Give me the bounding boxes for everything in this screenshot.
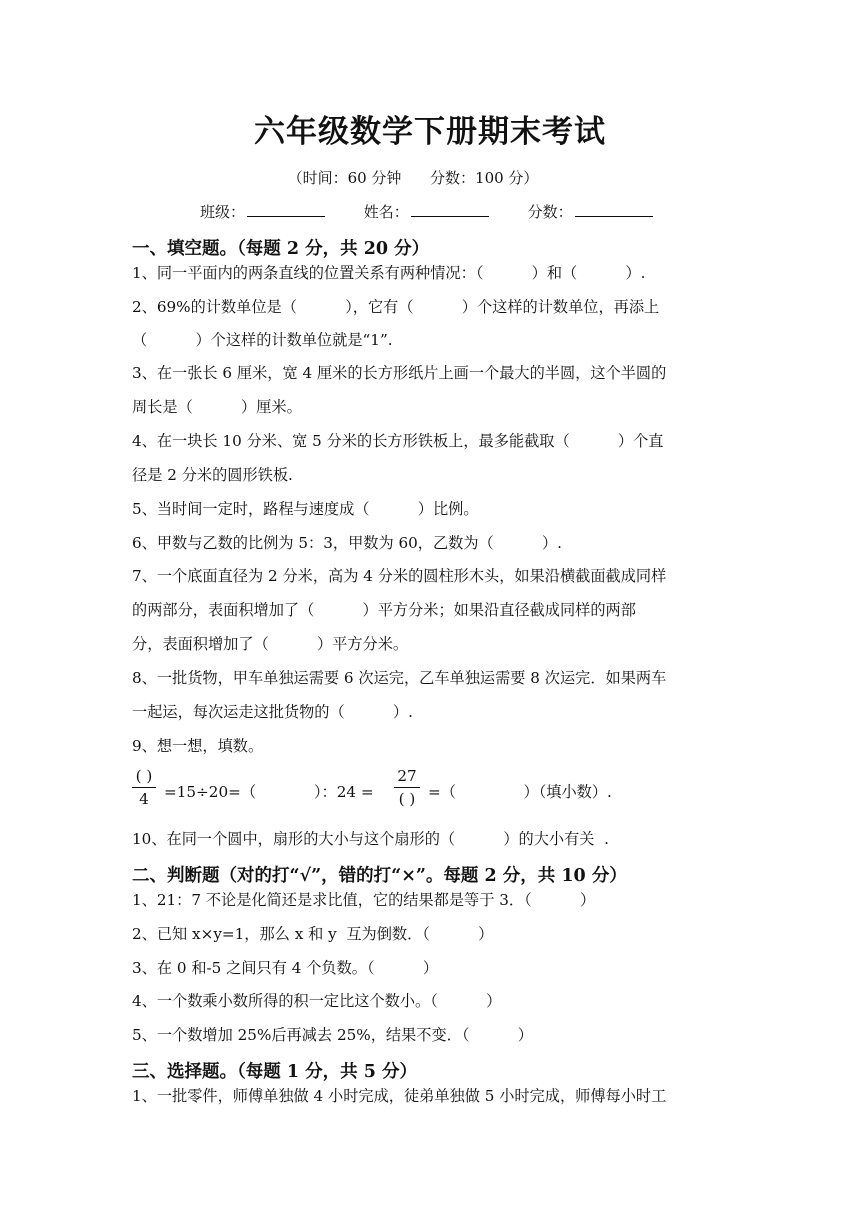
question-line: 3、在 0 和-5 之间只有 4 个负数。（ ） (132, 959, 439, 977)
question-line: 1、同一平面内的两条直线的位置关系有两种情况：（ ）和（ ）. (132, 264, 646, 282)
exam-time-score: （时间：60 分钟 分数：100 分） (287, 169, 539, 187)
question-line: 2、69%的计数单位是（ ），它有（ ）个这样的计数单位，再添上 (132, 298, 660, 316)
fraction-blank-over-4 (132, 766, 156, 809)
question-line: （ ）个这样的计数单位就是“1”. (132, 331, 393, 349)
fraction-denominator: ( ) (398, 790, 416, 808)
question-line: 3、在一张长 6 厘米，宽 4 厘米的长方形纸片上画一个最大的半圆，这个半圆的 (132, 364, 667, 382)
name-field (364, 201, 489, 222)
question-line: 5、当时间一定时，路程与速度成（ ）比例。 (132, 500, 479, 518)
fraction-numerator: 27 (397, 767, 417, 785)
student-info-row (200, 201, 687, 222)
question-line: =15÷20=（ ）：24 = (164, 783, 374, 801)
question-line: 7、一个底面直径为 2 分米，高为 4 分米的圆柱形木头，如果沿横截面截成同样 (132, 567, 667, 585)
fraction-bar (394, 787, 420, 788)
question-line: 1、一批零件，师傅单独做 4 小时完成，徒弟单独做 5 小时完成，师傅每小时工 (132, 1087, 667, 1105)
class-blank[interactable] (247, 202, 325, 217)
question-line: 6、甲数与乙数的比例为 5：3，甲数为 60，乙数为（ ）. (132, 534, 563, 552)
question-line: 9、想一想，填数。 (132, 737, 264, 755)
fraction-numerator: ( ) (135, 767, 153, 785)
score-label: 分数： (527, 203, 573, 221)
name-blank[interactable] (411, 202, 489, 217)
exam-title: 六年级数学下册期末考试 (254, 114, 606, 150)
question-line: 一起运，每次运走这批货物的（ ）. (132, 703, 413, 721)
section-multiple-choice: 三、选择题。（每题 1 分，共 5 分） (132, 1062, 417, 1082)
question-line: 4、一个数乘小数所得的积一定比这个数小。（ ） (132, 992, 502, 1010)
section-fill-in: 一、填空题。（每题 2 分，共 20 分） (132, 239, 430, 259)
question-line: 10、在同一个圆中，扇形的大小与这个扇形的（ ）的大小有关 . (132, 830, 609, 848)
question-line: 8、一批货物，甲车单独运需要 6 次运完，乙车单独运需要 8 次运完．如果两车 (132, 669, 667, 687)
question-line: 的两部分，表面积增加了（ ）平方分米；如果沿直径截成同样的两部 (132, 601, 636, 619)
fraction-denominator: 4 (139, 790, 149, 808)
question-line: =（ ）（填小数）. (428, 783, 612, 801)
question-line: 1、21：7 不论是化简还是求比值，它的结果都是等于 3．（ ） (132, 891, 596, 909)
class-label: 班级： (200, 203, 246, 221)
class-field (200, 201, 325, 222)
score-blank[interactable] (575, 202, 653, 217)
question-line: 5、一个数增加 25%后再减去 25%，结果不变．（ ） (132, 1026, 533, 1044)
section-true-false: 二、判断题（对的打“√”，错的打“×”。每题 2 分，共 10 分） (132, 866, 627, 886)
question-line: 4、在一块长 10 分米、宽 5 分米的长方形铁板上，最多能截取（ ）个直 (132, 432, 664, 450)
name-label: 姓名： (363, 203, 409, 221)
score-field (528, 201, 653, 222)
question-line: 径是 2 分米的圆形铁板. (132, 466, 293, 484)
question-line: 分，表面积增加了（ ）平方分米。 (132, 635, 409, 653)
question-line: 周长是（ ）厘米。 (132, 398, 302, 416)
fraction-27-over-blank (394, 766, 420, 809)
question-line: 2、已知 x×y=1，那么 x 和 y 互为倒数．（ ） (132, 925, 494, 943)
fraction-bar (132, 787, 156, 788)
